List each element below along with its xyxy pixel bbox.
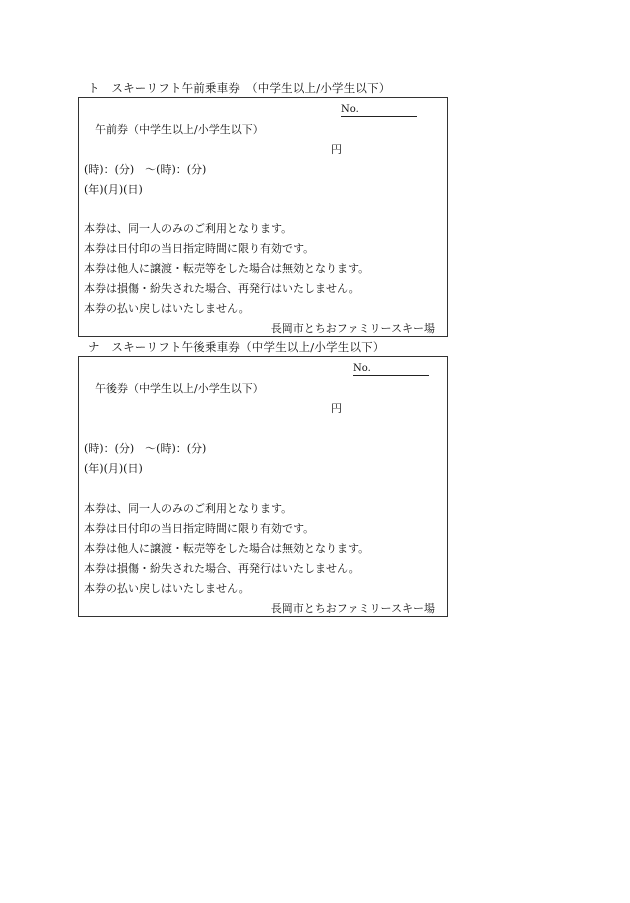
note-line: 本券は、同一人のみのご利用となります。 — [84, 502, 293, 515]
ticket-type-label: 午後券（中学生以上/小学生以下） — [95, 382, 264, 395]
ticket-caption-morning: ト スキーリフト午前乗車券 （中学生以上/小学生以下） — [88, 81, 391, 95]
note-line: 本券は、同一人のみのご利用となります。 — [84, 222, 293, 235]
ticket-type-label: 午前券（中学生以上/小学生以下） — [95, 123, 264, 136]
price-yen-label: 円 — [331, 402, 342, 415]
ticket-afternoon — [78, 356, 448, 617]
price-yen-label: 円 — [331, 143, 342, 156]
ticket-morning — [78, 97, 448, 337]
date-field: (年)(月)(日) — [84, 462, 143, 475]
note-line: 本券は損傷・紛失された場合、再発行はいたしません。 — [84, 562, 360, 575]
ticket-number-field: No. — [341, 104, 417, 117]
note-line: 本券の払い戻しはいたしません。 — [84, 302, 250, 315]
ticket-number-field: No. — [353, 363, 429, 376]
date-field: (年)(月)(日) — [84, 183, 143, 196]
note-line: 本券は日付印の当日指定時間に限り有効です。 — [84, 522, 315, 535]
note-line: 本券は損傷・紛失された場合、再発行はいたしません。 — [84, 282, 360, 295]
issuer-name: 長岡市とちおファミリースキー場 — [270, 322, 435, 335]
note-line: 本券は他人に譲渡・転売等をした場合は無効となります。 — [84, 262, 370, 275]
issuer-name: 長岡市とちおファミリースキー場 — [270, 602, 435, 615]
valid-time-range: (時)：(分) ～(時)：(分) — [84, 163, 207, 176]
note-line: 本券は日付印の当日指定時間に限り有効です。 — [84, 242, 315, 255]
valid-time-range: (時)：(分) ～(時)：(分) — [84, 442, 207, 455]
note-line: 本券の払い戻しはいたしません。 — [84, 582, 250, 595]
note-line: 本券は他人に譲渡・転売等をした場合は無効となります。 — [84, 542, 370, 555]
ticket-caption-afternoon: ナ スキーリフト午後乗車券（中学生以上/小学生以下） — [88, 340, 385, 354]
